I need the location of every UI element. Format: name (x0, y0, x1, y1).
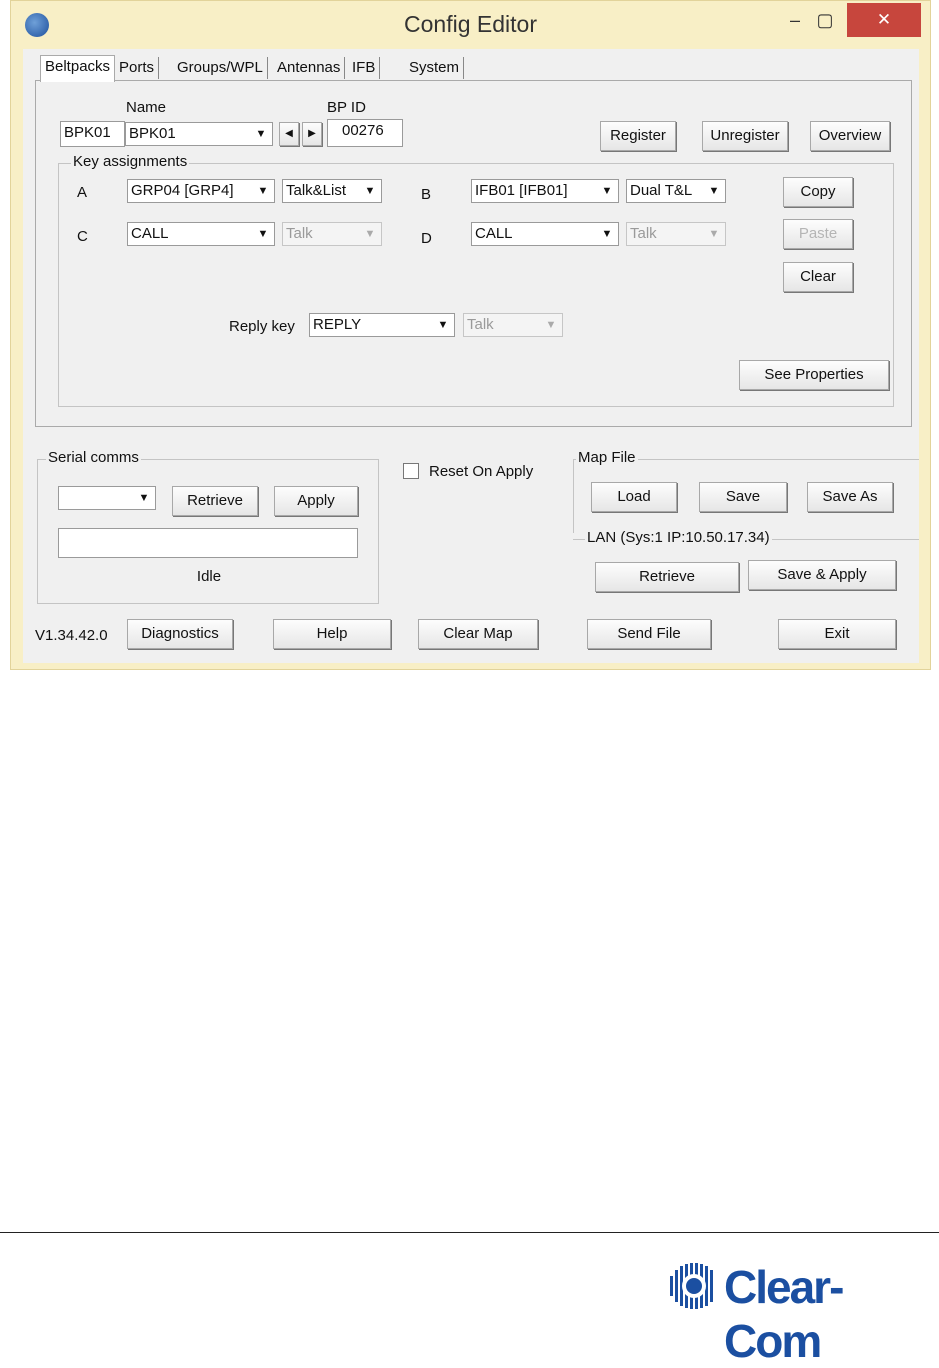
title-bar[interactable] (11, 1, 930, 49)
key-b-group-select[interactable] (471, 179, 619, 203)
minimize-button[interactable]: – (789, 10, 800, 30)
tab-ports[interactable]: Ports (115, 57, 159, 79)
name-select-value: BPK01 (129, 125, 176, 142)
key-d-mode-select (626, 222, 726, 246)
key-c-group-value: CALL (131, 225, 169, 242)
copy-button[interactable]: Copy (783, 177, 853, 207)
lan-retrieve-button[interactable]: Retrieve (595, 562, 739, 592)
reply-key-mode-select (463, 313, 563, 337)
tab-system[interactable]: System (405, 57, 464, 79)
chevron-down-icon: ▼ (708, 228, 720, 240)
key-d-label: D (421, 230, 432, 247)
lan-title: LAN (Sys:1 IP:10.50.17.34) (587, 529, 770, 546)
reset-on-apply-label: Reset On Apply (429, 463, 534, 480)
see-properties-button[interactable]: See Properties (739, 360, 889, 390)
close-button[interactable]: ✕ (847, 3, 921, 37)
map-file-title: Map File (578, 449, 636, 466)
map-load-button[interactable]: Load (591, 482, 677, 512)
key-a-group-select[interactable] (127, 179, 275, 203)
key-assignments-title: Key assignments (73, 153, 188, 170)
beltpacks-panel (35, 80, 912, 427)
unregister-button[interactable]: Unregister (702, 121, 788, 151)
chevron-down-icon: ▼ (708, 185, 720, 197)
serial-status: Idle (196, 568, 222, 585)
serial-comms-group (37, 449, 379, 604)
lan-group (573, 529, 919, 603)
tab-antennas[interactable]: Antennas (273, 57, 345, 79)
chevron-down-icon: ▼ (601, 185, 613, 197)
chevron-down-icon: ▼ (545, 319, 557, 331)
version-label: V1.34.42.0 (35, 627, 108, 644)
bpid-field[interactable]: 00276 (327, 119, 403, 147)
config-editor-window (10, 0, 931, 670)
key-b-mode-select[interactable] (626, 179, 726, 203)
serial-retrieve-button[interactable]: Retrieve (172, 486, 258, 516)
key-c-group-select[interactable] (127, 222, 275, 246)
map-save-button[interactable]: Save (699, 482, 787, 512)
key-d-mode-value: Talk (630, 225, 657, 242)
chevron-down-icon: ▼ (437, 319, 449, 331)
tab-groups-wpl[interactable]: Groups/WPL (173, 57, 268, 79)
reply-key-select[interactable] (309, 313, 455, 337)
reply-key-label: Reply key (229, 318, 295, 335)
key-c-label: C (77, 228, 88, 245)
tab-ifb[interactable]: IFB (348, 57, 380, 79)
clear-com-logo-text: Clear-Com (724, 1261, 843, 1367)
map-save-as-button[interactable]: Save As (807, 482, 893, 512)
serial-port-select[interactable] (58, 486, 156, 510)
key-d-group-value: CALL (475, 225, 513, 242)
paste-button[interactable]: Paste (783, 219, 853, 249)
map-file-group (573, 449, 919, 533)
clear-button[interactable]: Clear (783, 262, 853, 292)
overview-button[interactable]: Overview (810, 121, 890, 151)
reply-key-value: REPLY (313, 316, 362, 333)
key-a-group-value: GRP04 [GRP4] (131, 182, 234, 199)
key-c-mode-value: Talk (286, 225, 313, 242)
chevron-down-icon: ▼ (601, 228, 613, 240)
previous-arrow-icon[interactable]: ◀ (279, 122, 299, 146)
clear-com-logo-icon (666, 1258, 722, 1314)
lan-save-apply-button[interactable]: Save & Apply (748, 560, 896, 590)
name-select[interactable] (125, 122, 273, 146)
help-button[interactable]: Help (273, 619, 391, 649)
key-b-mode-value: Dual T&L (630, 182, 693, 199)
chevron-down-icon: ▼ (257, 185, 269, 197)
chevron-down-icon: ▼ (257, 228, 269, 240)
clear-map-button[interactable]: Clear Map (418, 619, 538, 649)
key-b-label: B (421, 186, 432, 203)
register-button[interactable]: Register (600, 121, 676, 151)
beltpack-list[interactable]: BPK01 (60, 121, 125, 147)
serial-apply-button[interactable]: Apply (274, 486, 358, 516)
key-d-group-select[interactable] (471, 222, 619, 246)
key-b-group-value: IFB01 [IFB01] (475, 182, 568, 199)
next-arrow-icon[interactable]: ▶ (302, 122, 322, 146)
key-a-mode-value: Talk&List (286, 182, 347, 199)
chevron-down-icon: ▼ (364, 185, 376, 197)
reply-key-mode-value: Talk (467, 316, 494, 333)
name-label: Name (126, 99, 167, 116)
chevron-down-icon: ▼ (364, 228, 376, 240)
page-divider (0, 1232, 939, 1233)
diagnostics-button[interactable]: Diagnostics (127, 619, 233, 649)
serial-comms-title: Serial comms (48, 449, 139, 466)
reset-on-apply-checkbox[interactable] (403, 463, 419, 479)
key-a-mode-select[interactable] (282, 179, 382, 203)
key-assignments-group (58, 153, 894, 407)
tab-beltpacks[interactable]: Beltpacks (40, 55, 115, 82)
key-a-label: A (77, 184, 88, 201)
chevron-down-icon: ▼ (255, 128, 267, 140)
clear-com-logo (666, 1258, 926, 1367)
exit-button[interactable]: Exit (778, 619, 896, 649)
serial-progress-bar (58, 528, 358, 558)
key-c-mode-select (282, 222, 382, 246)
bpid-label: BP ID (327, 99, 366, 116)
chevron-down-icon: ▼ (138, 492, 150, 504)
send-file-button[interactable]: Send File (587, 619, 711, 649)
window-title: Config Editor (404, 11, 537, 37)
maximize-button[interactable]: ▢ (816, 10, 834, 30)
client-area (23, 49, 919, 663)
